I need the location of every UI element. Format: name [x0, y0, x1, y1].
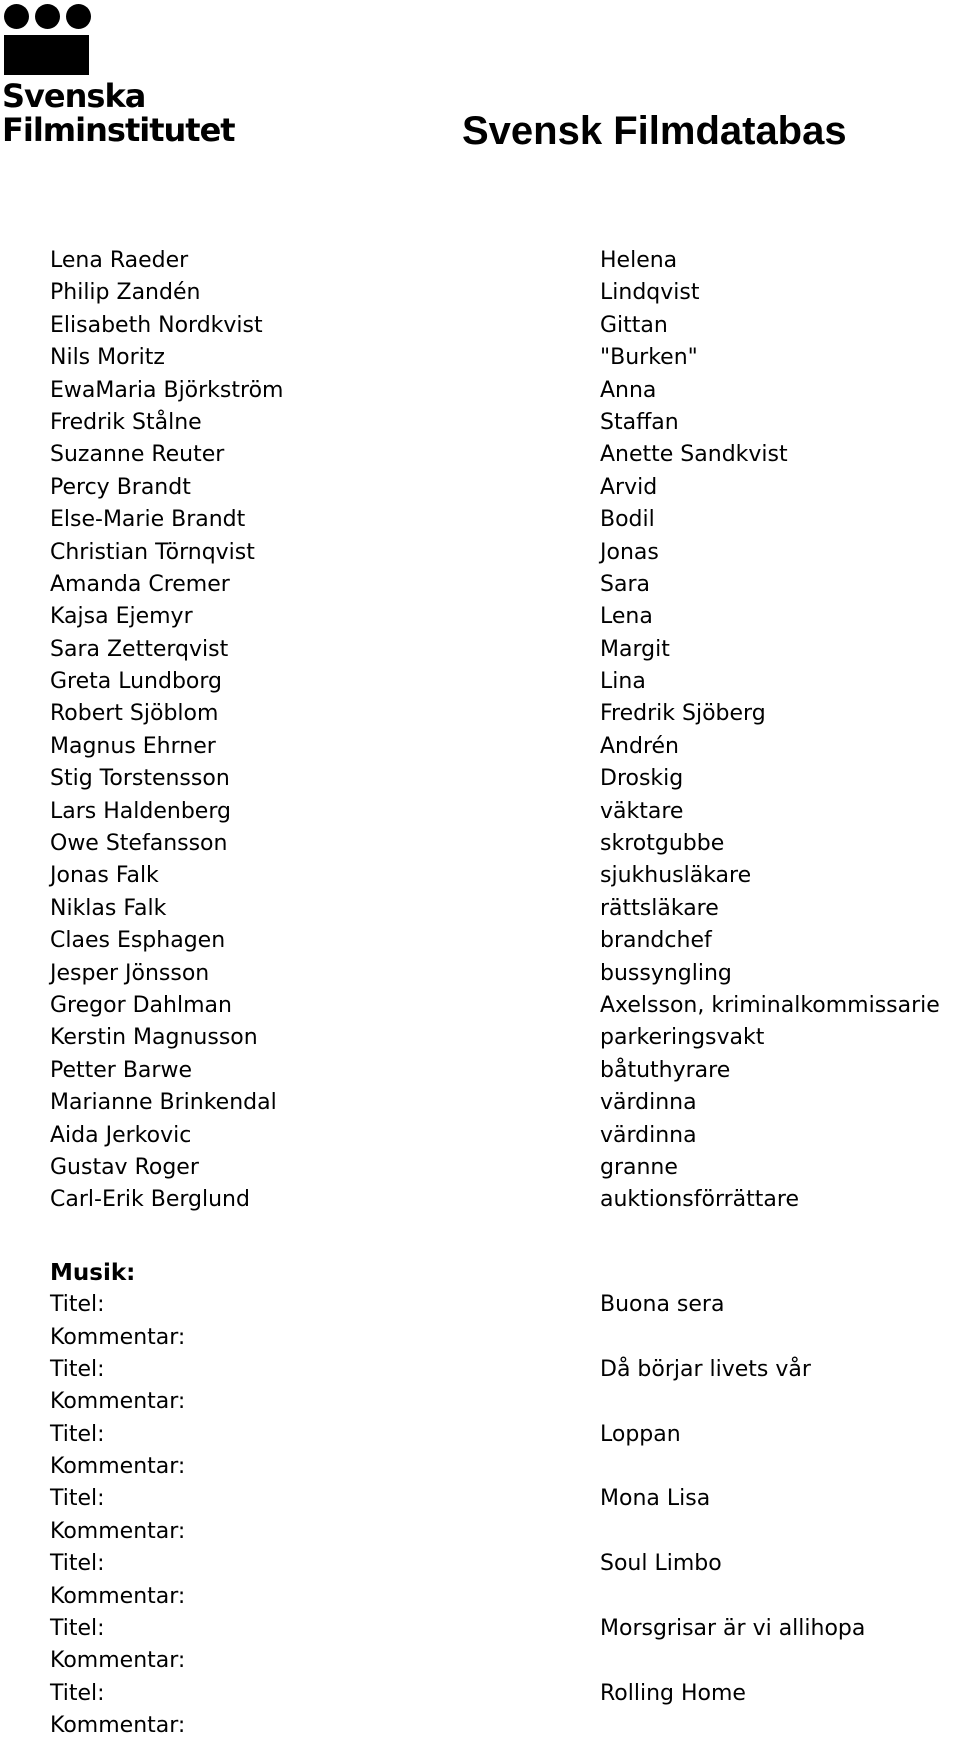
- svenska-filminstitutet-logo: [2, 2, 242, 152]
- cast-role-name: parkeringsvakt: [600, 1025, 765, 1051]
- cast-role-name: sjukhusläkare: [600, 863, 752, 889]
- cast-role-name: Bodil: [600, 507, 655, 533]
- music-comment-value: [600, 1516, 940, 1548]
- section-gap: [600, 1217, 940, 1257]
- music-comment-label: Kommentar:: [50, 1583, 186, 1609]
- music-title-label: Titel:: [50, 1680, 105, 1706]
- music-title-label: Titel:: [50, 1356, 105, 1382]
- music-comment-label: Kommentar:: [50, 1324, 186, 1350]
- cast-role-name: Andrén: [600, 733, 679, 759]
- cast-role-name: skrotgubbe: [600, 831, 725, 857]
- cast-actor-name: Jesper Jönsson: [50, 960, 210, 986]
- music-track-title: Morsgrisar är vi allihopa: [600, 1616, 866, 1642]
- cast-actor-name: Elisabeth Nordkvist: [50, 312, 263, 338]
- cast-actor-name: Marianne Brinkendal: [50, 1090, 277, 1116]
- cast-role-name: värdinna: [600, 1122, 697, 1148]
- logo-square-icon: [4, 35, 89, 75]
- cast-role-name: båtuthyrare: [600, 1057, 731, 1083]
- cast-actor-name: Amanda Cremer: [50, 571, 230, 597]
- cast-actor-name: Lars Haldenberg: [50, 798, 231, 824]
- cast-actor-name: Niklas Falk: [50, 895, 167, 921]
- cast-actor-name: Else-Marie Brandt: [50, 507, 246, 533]
- cast-role-name: Axelsson, kriminalkommissarie: [600, 992, 940, 1018]
- music-comment-value: [600, 1645, 940, 1677]
- music-title-label: Titel:: [50, 1551, 105, 1577]
- music-title-label: Titel:: [50, 1616, 105, 1642]
- cast-role-name: Sara: [600, 571, 650, 597]
- music-comment-label: Kommentar:: [50, 1648, 186, 1674]
- cast-actor-name: Lena Raeder: [50, 248, 189, 273]
- cast-actor-name: Philip Zandén: [50, 280, 201, 306]
- cast-role-name: Lena: [600, 604, 653, 630]
- music-comment-value: [600, 1386, 940, 1418]
- cast-actor-name: Aida Jerkovic: [50, 1122, 192, 1148]
- cast-role-name: Lina: [600, 669, 646, 695]
- cast-role-name: värdinna: [600, 1090, 697, 1116]
- cast-actor-name: Magnus Ehrner: [50, 733, 216, 759]
- cast-role-name: Gittan: [600, 312, 668, 338]
- cast-role-name: rättsläkare: [600, 895, 719, 921]
- logo-dot: [4, 4, 29, 29]
- cast-role-name: Anette Sandkvist: [600, 442, 788, 468]
- cast-role-name: Lindqvist: [600, 280, 700, 306]
- logo-line1: Svenska: [2, 77, 146, 115]
- cast-actor-name: Robert Sjöblom: [50, 701, 219, 727]
- cast-actor-name: Claes Esphagen: [50, 928, 226, 954]
- cast-actor-name: EwaMaria Björkström: [50, 377, 284, 403]
- music-heading-spacer: [600, 1257, 940, 1289]
- cast-role-name: Droskig: [600, 766, 684, 792]
- music-track-title: Soul Limbo: [600, 1551, 722, 1577]
- music-comment-value: [600, 1322, 940, 1354]
- music-track-title: Buona sera: [600, 1292, 725, 1318]
- music-comment-value: [600, 1451, 940, 1483]
- music-title-label: Titel:: [50, 1421, 105, 1447]
- music-comment-label: Kommentar:: [50, 1389, 186, 1415]
- cast-actor-name: Owe Stefansson: [50, 831, 228, 857]
- cast-role-name: Anna: [600, 377, 657, 403]
- cast-actor-name: Kajsa Ejemyr: [50, 604, 193, 630]
- cast-actor-name: Nils Moritz: [50, 345, 165, 371]
- cast-actor-name: Percy Brandt: [50, 474, 191, 500]
- logo-dot: [35, 4, 60, 29]
- cast-role-name: Jonas: [600, 539, 659, 565]
- cast-actor-name: Carl-Erik Berglund: [50, 1187, 250, 1213]
- cast-actor-name: Gregor Dahlman: [50, 992, 232, 1018]
- actor-column: [50, 245, 283, 1743]
- cast-actor-name: Fredrik Stålne: [50, 409, 202, 435]
- music-comment-label: Kommentar:: [50, 1454, 186, 1480]
- cast-actor-name: Petter Barwe: [50, 1057, 192, 1083]
- cast-role-name: Margit: [600, 636, 670, 662]
- cast-role-name: auktionsförrättare: [600, 1187, 799, 1213]
- cast-role-name: "Burken": [600, 345, 698, 371]
- music-comment-label: Kommentar:: [50, 1713, 186, 1739]
- cast-role-name: Helena: [600, 248, 678, 273]
- music-heading: Musik:: [50, 1259, 136, 1286]
- cast-role-name: brandchef: [600, 928, 712, 954]
- cast-role-name: bussyngling: [600, 960, 732, 986]
- cast-actor-name: Gustav Roger: [50, 1154, 199, 1180]
- cast-actor-name: Stig Torstensson: [50, 766, 230, 792]
- role-column: [600, 245, 940, 1743]
- cast-role-name: Staffan: [600, 409, 679, 435]
- music-title-label: Titel:: [50, 1486, 105, 1512]
- cast-role-name: väktare: [600, 798, 684, 824]
- logo-line2: Filminstitutet: [2, 111, 235, 149]
- music-comment-label: Kommentar:: [50, 1518, 186, 1544]
- cast-role-name: Fredrik Sjöberg: [600, 701, 766, 727]
- cast-role-name: granne: [600, 1154, 678, 1180]
- page-title: Svensk Filmdatabas: [462, 109, 847, 153]
- cast-actor-name: Christian Törnqvist: [50, 539, 255, 565]
- logo-dot: [66, 4, 91, 29]
- music-comment-value: [600, 1581, 940, 1613]
- cast-role-name: Arvid: [600, 474, 658, 500]
- logo-dots-icon: [4, 4, 92, 30]
- cast-actor-name: Sara Zetterqvist: [50, 636, 229, 662]
- cast-actor-name: Greta Lundborg: [50, 669, 223, 695]
- music-title-label: Titel:: [50, 1292, 105, 1318]
- music-track-title: Loppan: [600, 1421, 681, 1447]
- music-track-title: Då börjar livets vår: [600, 1356, 811, 1382]
- music-comment-value: [600, 1710, 940, 1742]
- music-track-title: Mona Lisa: [600, 1486, 711, 1512]
- music-track-title: Rolling Home: [600, 1680, 746, 1706]
- section-gap: [50, 1217, 283, 1257]
- cast-actor-name: Suzanne Reuter: [50, 442, 225, 468]
- cast-actor-name: Kerstin Magnusson: [50, 1025, 258, 1051]
- cast-actor-name: Jonas Falk: [50, 863, 159, 889]
